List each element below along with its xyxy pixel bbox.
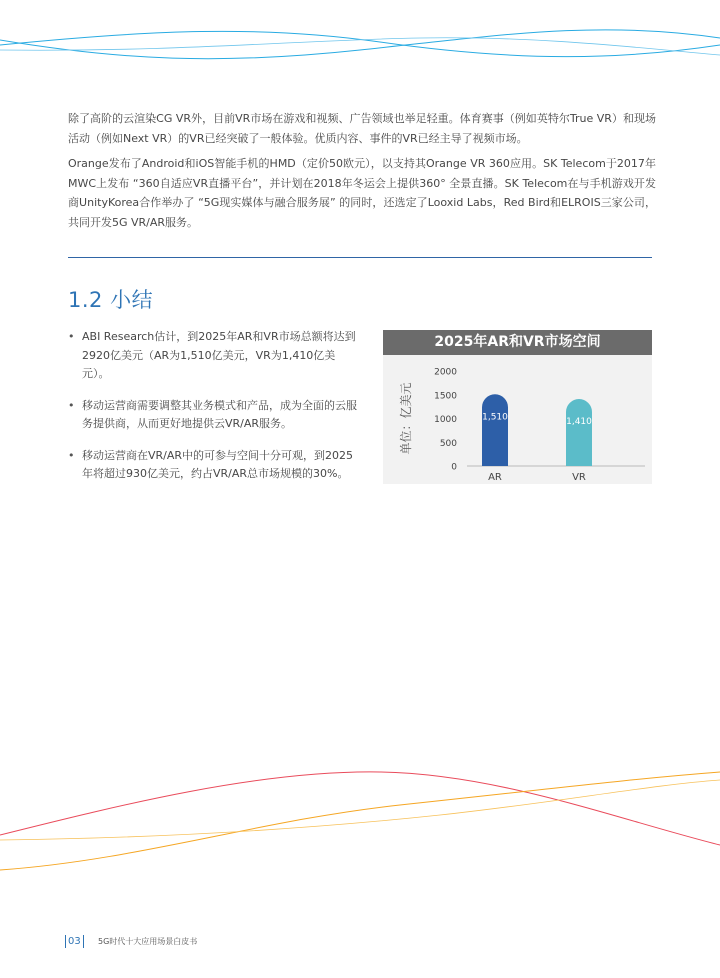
- section-divider: [68, 257, 652, 258]
- y-tick-label: 2000: [434, 367, 457, 378]
- bar-value-label: 1,510: [482, 412, 508, 423]
- bottom-wave-decoration: [0, 760, 720, 890]
- x-tick-label: AR: [488, 472, 502, 483]
- chart-title: 2025年AR和VR市场空间: [383, 330, 652, 355]
- chart-plot: [383, 355, 652, 484]
- bullet-text: 移动运营商在VR/AR中的可参与空间十分可观，到2025年将超过930亿美元，约占VR/AR总市场规模的30%。: [82, 448, 354, 480]
- top-wave-decoration: [0, 0, 720, 80]
- bullet-text: 移动运营商需要调整其业务模式和产品，成为全面的云服务提供商，从而更好地提供云VR/AR服务。: [82, 398, 357, 430]
- bar-value-label: 1,410: [566, 417, 592, 428]
- bullet-icon: •: [68, 330, 75, 343]
- bar-ar: [482, 394, 508, 466]
- bar-vr: [566, 399, 592, 466]
- bullet-item: [66, 397, 362, 434]
- y-tick-label: 500: [439, 438, 457, 449]
- summary-bullet-list: [66, 328, 362, 497]
- body-paragraph-2: Orange发布了Android和iOS智能手机的HMD（定价50欧元），以支持其Orange VR 360应用。SK Telecom于2017年MWC上发布 “360自适应VR直播平台”，并计划在2018年冬运会上提供360° 全景直播。SK Telecom在与手机游戏开发商UnityKorea合作举办了 “5G现实媒体与融合服务展” 的同时，还选定了Looxid Labs，Red Bird和ELROIS三家公司，共同开发5G VR/AR服务。: [68, 157, 656, 229]
- y-axis-label: 单位：亿美元: [399, 382, 413, 455]
- body-paragraph-1: 除了高阶的云渲染CG VR外，目前VR市场在游戏和视频、广告领域也举足轻重。体育赛事（例如英特尔True VR）和现场活动（例如Next VR）的VR已经突破了一般体验。优质内容、事件的VR已经主导了视频市场。: [68, 112, 656, 145]
- bullet-icon: •: [68, 398, 75, 412]
- section-title: 1.2 小结: [68, 288, 154, 312]
- market-chart: [383, 330, 652, 484]
- x-tick-label: VR: [572, 472, 586, 483]
- y-tick-label: 1000: [434, 415, 457, 425]
- y-tick-label: 0: [451, 462, 457, 473]
- bullet-item: [66, 328, 362, 384]
- page-number: 03: [65, 935, 84, 948]
- bullet-icon: •: [68, 448, 75, 462]
- bullet-item: [66, 447, 362, 484]
- y-tick-label: 1500: [434, 391, 457, 402]
- bullet-text: ABI Research估计，到2025年AR和VR市场总额将达到2920亿美元（AR为1,510亿美元，VR为1,410亿美元）。: [82, 330, 356, 380]
- footer-doc-title: 5G时代十大应用场景白皮书: [98, 937, 198, 946]
